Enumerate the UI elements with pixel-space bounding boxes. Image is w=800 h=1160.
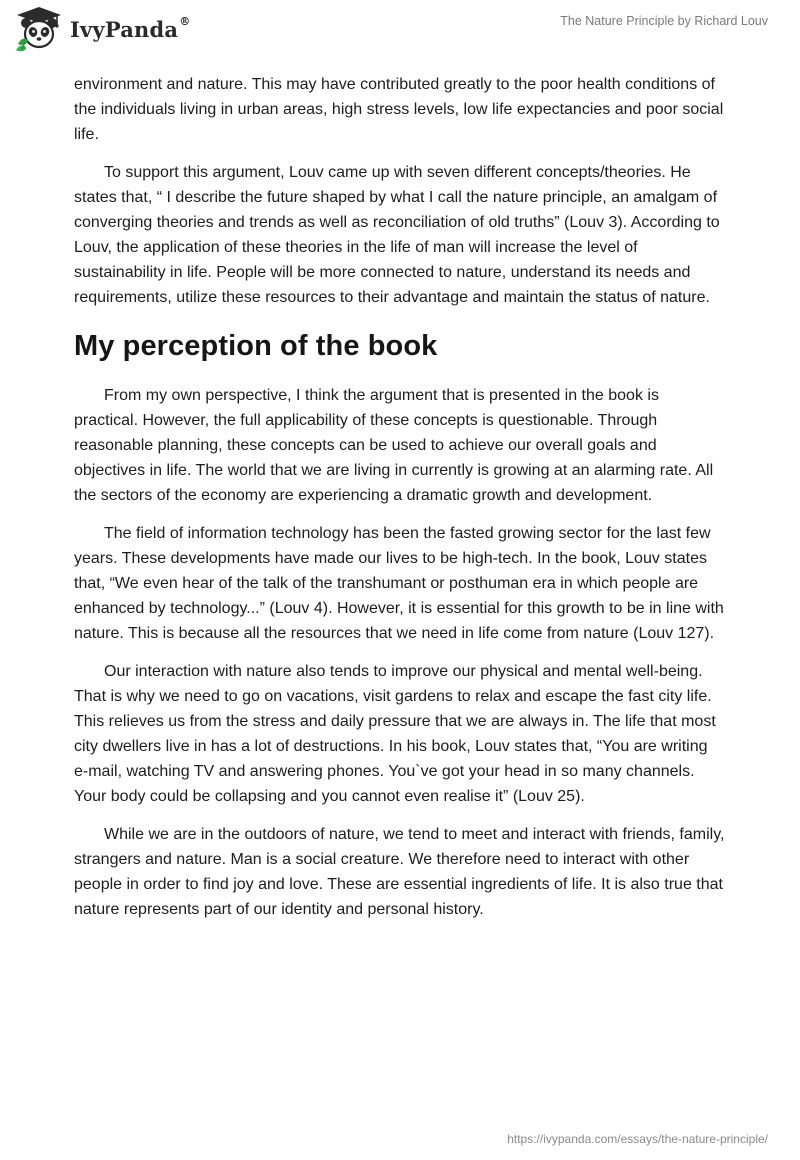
ivypanda-logo[interactable] [14,6,190,52]
paragraph: environment and nature. This may have contributed greatly to the poor health conditions of the individuals living in urban areas, high stress levels, low life expectancies and poor social life. [74,76,724,143]
paragraph: While we are in the outdoors of nature, we tend to meet and interact with friends, family, strangers and nature. Man is a social creature. We therefore need to interact with other people in order to find joy and love. These are essential ingredients of life. It is also true that nature represents part of our identity and personal history. [74,826,725,918]
source-url[interactable]: https://ivypanda.com/essays/the-nature-principle/ [507,1132,768,1146]
registered-mark: ® [179,14,191,28]
paragraph: Our interaction with nature also tends to improve our physical and mental well-being. That is why we need to go on vacations, visit gardens to relax and escape the fast city life. This relieves us from the stress and daily pressure that we are always in. The life that most city dwellers live in has a lot of destructions. In his book, Louv states that, “You are writing e-mail, watching TV and answering phones. You`ve got your head in so many channels. Your body could be collapsing and you cannot even realise it” (Louv 25). [74,663,716,805]
paragraph: From my own perspective, I think the argument that is presented in the book is practical. However, the full applicability of these concepts is questionable. Through reasonable planning, these concepts can be used to achieve our overall goals and objectives in life. The world that we are living in currently is growing at an alarming rate. All the sectors of the economy are experiencing a dramatic growth and development. [74,387,714,504]
paragraph: The field of information technology has been the fasted growing sector for the last few years. These developments have made our lives to be high-tech. In the book, Louv states that, “We even hear of the talk of the transhumant or posthuman era in which people are enhanced by technology...” (Louv 4). However, it is essential for this growth to be in line with nature. This is because all the resources that we need in life come from nature (Louv 127). [74,525,724,642]
document-title: The Nature Principle by Richard Louv [560,14,768,28]
essay-body [74,72,726,935]
paragraph: To support this argument, Louv came up with seven different concepts/theories. He states that, “ I describe the future shaped by what I call the nature principle, an amalgam of converging theories and trends as well as reconciliation of old truths” (Louv 3). According to Louv, the application of these theories in the life of man will increase the level of sustainability in life. People will be more connected to nature, understand its needs and requirements, utilize these resources to their advantage and maintain the status of nature. [74,164,720,306]
page-header [0,0,800,68]
panda-graduation-cap-logo-icon [14,6,64,52]
brand-name: IvyPanda® [70,14,191,42]
section-heading: My perception of the book [74,330,438,362]
